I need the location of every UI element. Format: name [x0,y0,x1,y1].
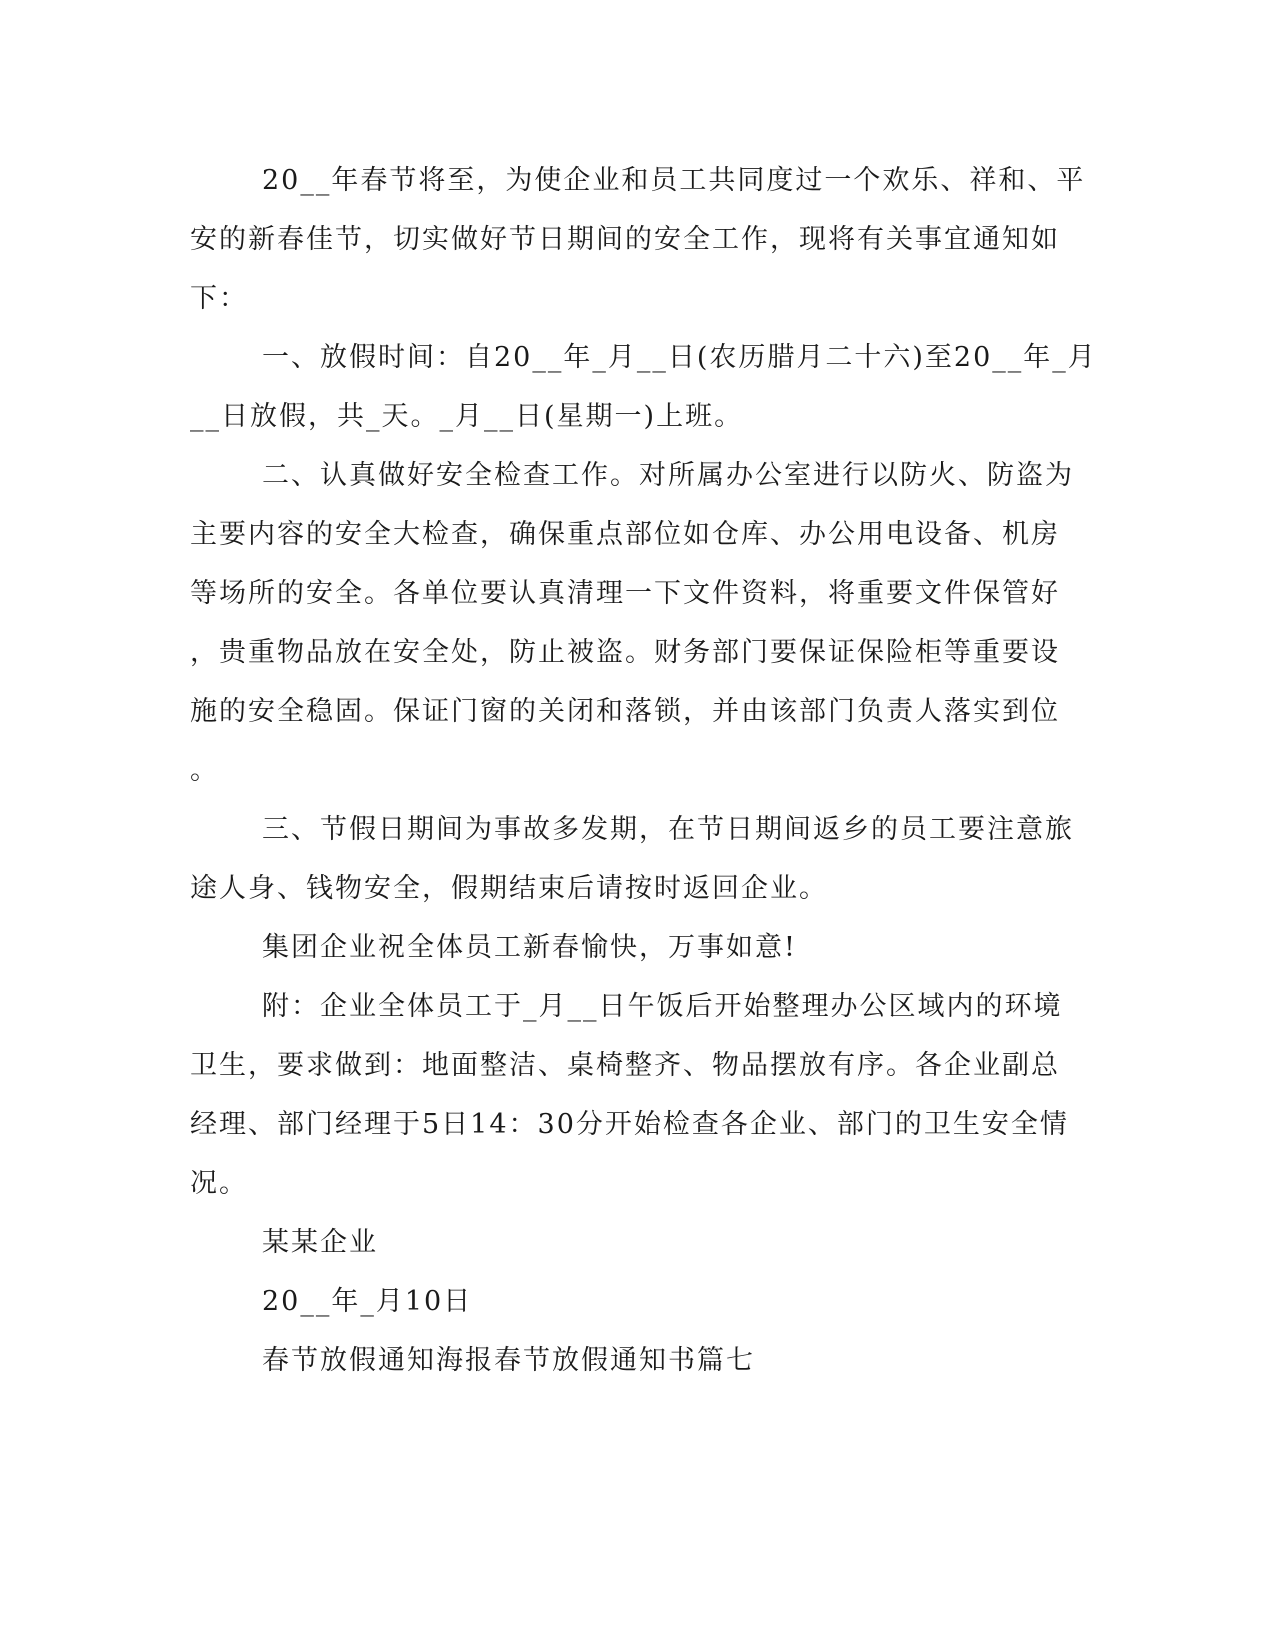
para-safety-check-line-5: 施的安全稳固。保证门窗的关闭和落锁，并由该部门负责人落实到位 [190,696,1060,727]
para-safety-check-line-2: 主要内容的安全大检查，确保重点部位如仓库、办公用电设备、机房 [190,519,1060,550]
para-greeting: 集团企业祝全体员工新春愉快，万事如意! [262,932,797,963]
section-heading: 春节放假通知海报春节放假通知书篇七 [262,1345,755,1376]
para-holiday-time-line-1: 一、放假时间：自20__年_月__日(农历腊月二十六)至20__年_月 [262,342,1097,373]
para-travel-safety-line-1: 三、节假日期间为事故多发期，在节日期间返乡的员工要注意旅 [262,814,1074,845]
para-holiday-time-line-2: __日放假，共_天。_月__日(星期一)上班。 [190,401,744,432]
para-appendix-line-1: 附：企业全体员工于_月__日午饭后开始整理办公区域内的环境 [262,991,1063,1022]
signature-date: 20__年_月10日 [262,1286,473,1317]
para-intro-line-2: 安的新春佳节，切实做好节日期间的安全工作，现将有关事宜通知如 [190,224,1060,255]
para-safety-check-line-6: 。 [190,755,219,786]
para-intro-line-3: 下： [190,283,248,314]
para-appendix-line-4: 况。 [190,1168,248,1199]
para-appendix-line-3: 经理、部门经理于5日14：30分开始检查各企业、部门的卫生安全情 [190,1109,1069,1140]
para-safety-check-line-3: 等场所的安全。各单位要认真清理一下文件资料，将重要文件保管好 [190,578,1060,609]
para-appendix-line-2: 卫生，要求做到：地面整洁、桌椅整齐、物品摆放有序。各企业副总 [190,1050,1060,1081]
para-travel-safety-line-2: 途人身、钱物安全，假期结束后请按时返回企业。 [190,873,828,904]
para-safety-check-line-4: ，贵重物品放在安全处，防止被盗。财务部门要保证保险柜等重要设 [190,637,1060,668]
para-safety-check-line-1: 二、认真做好安全检查工作。对所属办公室进行以防火、防盗为 [262,460,1074,491]
signature-company: 某某企业 [262,1227,378,1258]
para-intro-line-1: 20__年春节将至，为使企业和员工共同度过一个欢乐、祥和、平 [262,165,1086,196]
